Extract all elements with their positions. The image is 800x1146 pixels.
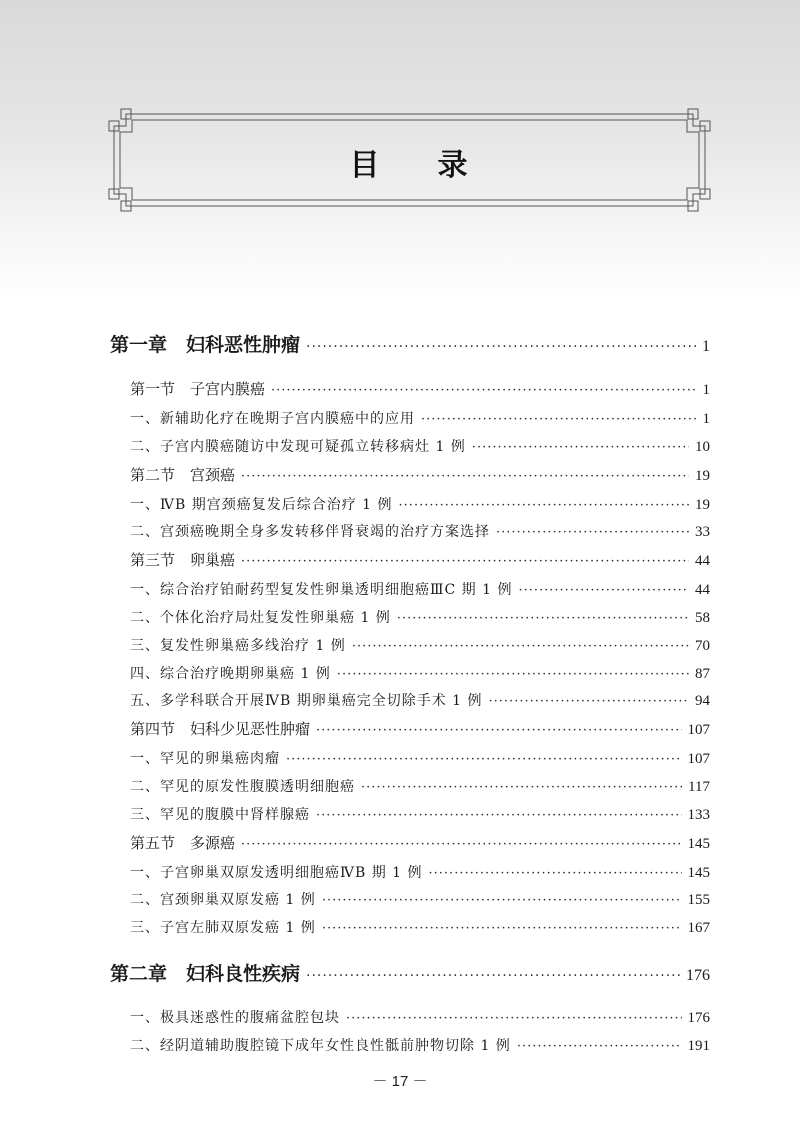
page-ref: 191 (687, 1037, 710, 1054)
section-title: 第四节 妇科少见恶性肿瘤 (130, 720, 311, 739)
toc-item[interactable] (110, 663, 710, 691)
page-ref: 19 (695, 496, 710, 513)
item-title: 一、新辅助化疗在晚期子宫内膜癌中的应用 (130, 411, 415, 427)
page-number: － 17 － (372, 1073, 428, 1090)
dot-leader (472, 440, 689, 455)
section-title: 第三节 卵巢癌 (130, 551, 236, 570)
dot-leader (316, 808, 682, 823)
dot-leader (322, 921, 682, 936)
page-title (108, 140, 711, 184)
toc-item[interactable] (110, 917, 710, 945)
item-title: 五、多学科联合开展ⅣB 期卵巢癌完全切除手术 1 例 (130, 693, 483, 710)
toc-chapter-2[interactable] (110, 959, 710, 997)
dot-leader (241, 469, 689, 484)
toc-item[interactable] (110, 804, 710, 832)
item-title: 二、宫颈卵巢双原发癌 1 例 (130, 892, 316, 909)
item-title: 三、罕见的腹膜中肾样腺癌 (130, 806, 310, 823)
item-title: 二、经阴道辅助腹腔镜下成年女性良性骶前肿物切除 1 例 (130, 1037, 511, 1054)
toc-item[interactable] (110, 1007, 710, 1035)
toc-item[interactable] (110, 1035, 710, 1063)
toc-item[interactable] (110, 889, 710, 917)
page-ref: 44 (695, 553, 710, 570)
chapter-title: 第一章 妇科恶性肿瘤 (110, 334, 301, 356)
dot-leader (361, 780, 682, 795)
page-ref: 70 (695, 637, 710, 654)
toc-item[interactable] (110, 408, 710, 436)
dot-leader (337, 667, 689, 682)
page-ref: 155 (687, 892, 710, 909)
toc-section[interactable] (110, 832, 710, 862)
page-ref: 133 (687, 806, 710, 823)
item-title: 三、复发性卵巢癌多线治疗 1 例 (130, 637, 346, 654)
dot-leader (352, 639, 689, 654)
toc-chapter-1[interactable] (110, 330, 710, 368)
item-title: 三、子宫左肺双原发癌 1 例 (130, 920, 316, 937)
item-title: 二、罕见的原发性腹膜透明细胞癌 (130, 778, 355, 795)
item-title: 四、综合治疗晚期卵巢癌 1 例 (130, 665, 331, 682)
item-title: 一、ⅣB 期宫颈癌复发后综合治疗 1 例 (130, 496, 393, 513)
item-title: 一、极具迷惑性的腹痛盆腔包块 (130, 1009, 340, 1026)
page-ref: 107 (687, 722, 710, 739)
page-ref: 10 (695, 438, 710, 455)
page-ref: 94 (695, 693, 710, 710)
toc-item[interactable] (110, 862, 710, 890)
toc-section[interactable] (110, 549, 710, 579)
section-title: 第五节 多源癌 (130, 833, 236, 852)
page-ref: 44 (695, 582, 710, 599)
item-title: 二、子宫内膜癌随访中发现可疑孤立转移病灶 1 例 (130, 438, 466, 455)
page-ref: 1 (702, 338, 710, 355)
toc-item[interactable] (110, 436, 710, 464)
item-title: 二、宫颈癌晚期全身多发转移伴肾衰竭的治疗方案选择 (130, 524, 490, 541)
page-ref: 87 (695, 665, 710, 682)
page-ref: 176 (687, 1009, 710, 1026)
section-title: 第二节 宫颈癌 (130, 465, 236, 484)
page-ref: 58 (695, 609, 710, 626)
page-ref: 33 (695, 524, 710, 541)
page-ref: 19 (695, 467, 710, 484)
dot-leader (241, 554, 689, 569)
toc-section[interactable] (110, 464, 710, 494)
dot-leader (322, 893, 682, 908)
dot-leader (271, 383, 696, 398)
toc-item[interactable] (110, 521, 710, 549)
title-char-right: 录 (437, 148, 470, 183)
toc-item[interactable] (110, 776, 710, 804)
dot-leader (429, 866, 682, 881)
dot-leader (518, 583, 689, 598)
chapter-title: 第二章 妇科良性疾病 (110, 962, 301, 985)
toc-item[interactable] (110, 635, 710, 663)
page-ref: 117 (688, 778, 710, 795)
title-frame (108, 108, 711, 212)
toc-section[interactable] (110, 378, 710, 408)
page-ref: 1 (702, 382, 710, 398)
section-title: 第一节 子宫内膜癌 (130, 380, 266, 398)
page-ref: 107 (687, 751, 710, 768)
dot-leader (496, 525, 689, 540)
dot-leader (306, 968, 680, 984)
toc-item[interactable] (110, 579, 710, 607)
page-ref: 176 (686, 966, 710, 984)
page-ref: 1 (702, 411, 710, 427)
item-title: 一、子宫卵巢双原发透明细胞癌ⅣB 期 1 例 (130, 864, 423, 881)
toc-item[interactable] (110, 607, 710, 635)
dot-leader (489, 694, 689, 709)
title-char-left: 目 (349, 148, 382, 183)
dot-leader (517, 1039, 682, 1054)
dot-leader (286, 752, 682, 767)
dot-leader (421, 412, 697, 427)
dot-leader (316, 723, 681, 738)
table-of-contents (110, 330, 710, 1063)
dot-leader (241, 837, 681, 852)
item-title: 二、个体化治疗局灶复发性卵巢癌 1 例 (130, 609, 391, 626)
dot-leader (306, 339, 696, 355)
item-title: 一、综合治疗铂耐药型复发性卵巢透明细胞癌ⅢC 期 1 例 (130, 582, 513, 599)
dot-leader (397, 611, 689, 626)
toc-section[interactable] (110, 718, 710, 748)
item-title: 一、罕见的卵巢癌肉瘤 (130, 751, 280, 768)
page-ref: 145 (687, 864, 710, 881)
page-ref: 167 (687, 920, 710, 937)
dot-leader (399, 498, 689, 513)
toc-item[interactable] (110, 690, 710, 718)
page-ref: 145 (687, 835, 710, 852)
toc-item[interactable] (110, 748, 710, 776)
toc-item[interactable] (110, 494, 710, 522)
dot-leader (346, 1011, 682, 1026)
